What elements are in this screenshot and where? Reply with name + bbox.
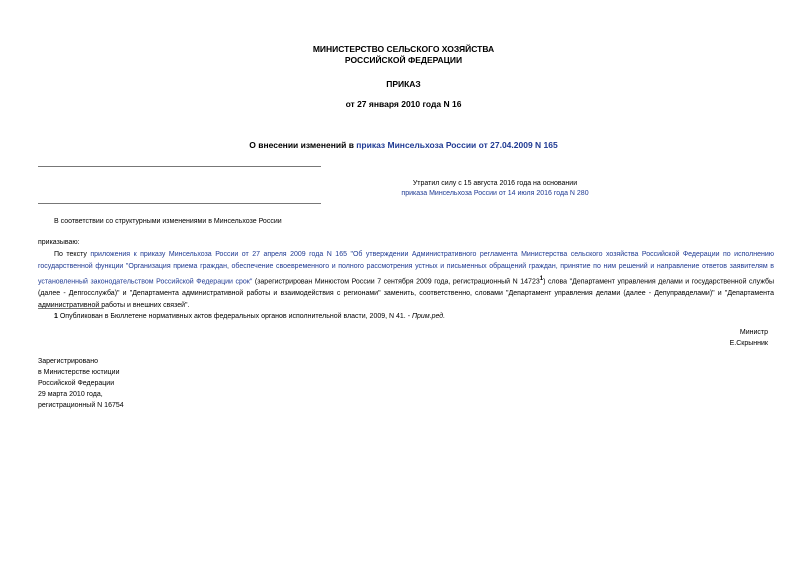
para-start: По тексту xyxy=(54,251,91,258)
para-link[interactable]: приложения к приказу Минсельхоза России от 27 апреля 2009 года N 165 "Об утверждении Административного регламента Министерства сельского хозяйства Российской Федерации по исполнению государственной функции "Организация приема граждан, обеспечение своевременного и полного рассмотрения устных и письменных обращений граждан, принятие по ним решений и направление ответов заявителям в установленный законодательством Российской Федерации срок" xyxy=(38,251,774,286)
registration-line: 29 марта 2010 года, xyxy=(38,391,103,398)
registration-line: регистрационный N 16754 xyxy=(38,402,124,409)
signature xyxy=(600,327,768,349)
footnote xyxy=(54,312,774,322)
preamble: В соответствии со структурными изменениями в Минсельхозе России xyxy=(54,218,282,225)
registration-block xyxy=(38,356,124,411)
order-word: приказываю: xyxy=(38,239,80,246)
footnote-divider xyxy=(38,308,104,309)
para-mid: (зарегистрирован Минюстом России 7 сентября 2009 года, регистрационный N 14723 xyxy=(252,278,540,286)
title-link[interactable]: приказ Минсельхоза России от 27.04.2009 N 165 xyxy=(356,140,558,150)
ministry-line-2: РОССИЙСКОЙ ФЕДЕРАЦИИ xyxy=(344,55,463,65)
footnote-italic: Прим.ред. xyxy=(411,313,446,320)
ministry-line-1: МИНИСТЕРСТВО СЕЛЬСКОГО ХОЗЯЙСТВА xyxy=(312,44,495,54)
footnote-text: Опубликован в Бюллетене нормативных актов федеральных органов исполнительной власти, 2009, N 41. - xyxy=(57,313,412,320)
main-paragraph xyxy=(38,249,774,312)
divider-top xyxy=(38,166,321,167)
status-note xyxy=(300,179,690,199)
status-link[interactable]: приказа Минсельхоза России от 14 июля 2016 года N 280 xyxy=(401,190,589,197)
registration-line: Российской Федерации xyxy=(38,380,115,387)
ministry-title xyxy=(0,44,807,66)
divider-middle xyxy=(38,203,321,204)
signature-position: Министр xyxy=(739,329,768,336)
status-line-1: Утратил силу с 15 августа 2016 года на основании xyxy=(412,180,578,187)
footnote-mark: 1 xyxy=(54,313,58,320)
footnote-ref[interactable]: 1 xyxy=(539,276,544,282)
doc-type: ПРИКАЗ xyxy=(386,79,421,89)
para-end: ) слова "Департамент управления делами и государственной службы (далее - Депгосслужба)" и "Департамента административной работы и взаимодействия с регионами" заменить, соответственно, словами "Департамент управления делами (далее - Депуправделами)" и "Департамента административной работы и внешних связей". xyxy=(38,278,775,310)
registration-line: Зарегистрировано xyxy=(38,358,98,365)
registration-line: в Министерстве юстиции xyxy=(38,369,120,376)
doc-date-number: от 27 января 2010 года N 16 xyxy=(345,99,462,109)
doc-title xyxy=(0,140,807,150)
signature-name: Е.Скрынник xyxy=(729,340,768,347)
title-prefix: О внесении изменений в xyxy=(249,140,357,150)
